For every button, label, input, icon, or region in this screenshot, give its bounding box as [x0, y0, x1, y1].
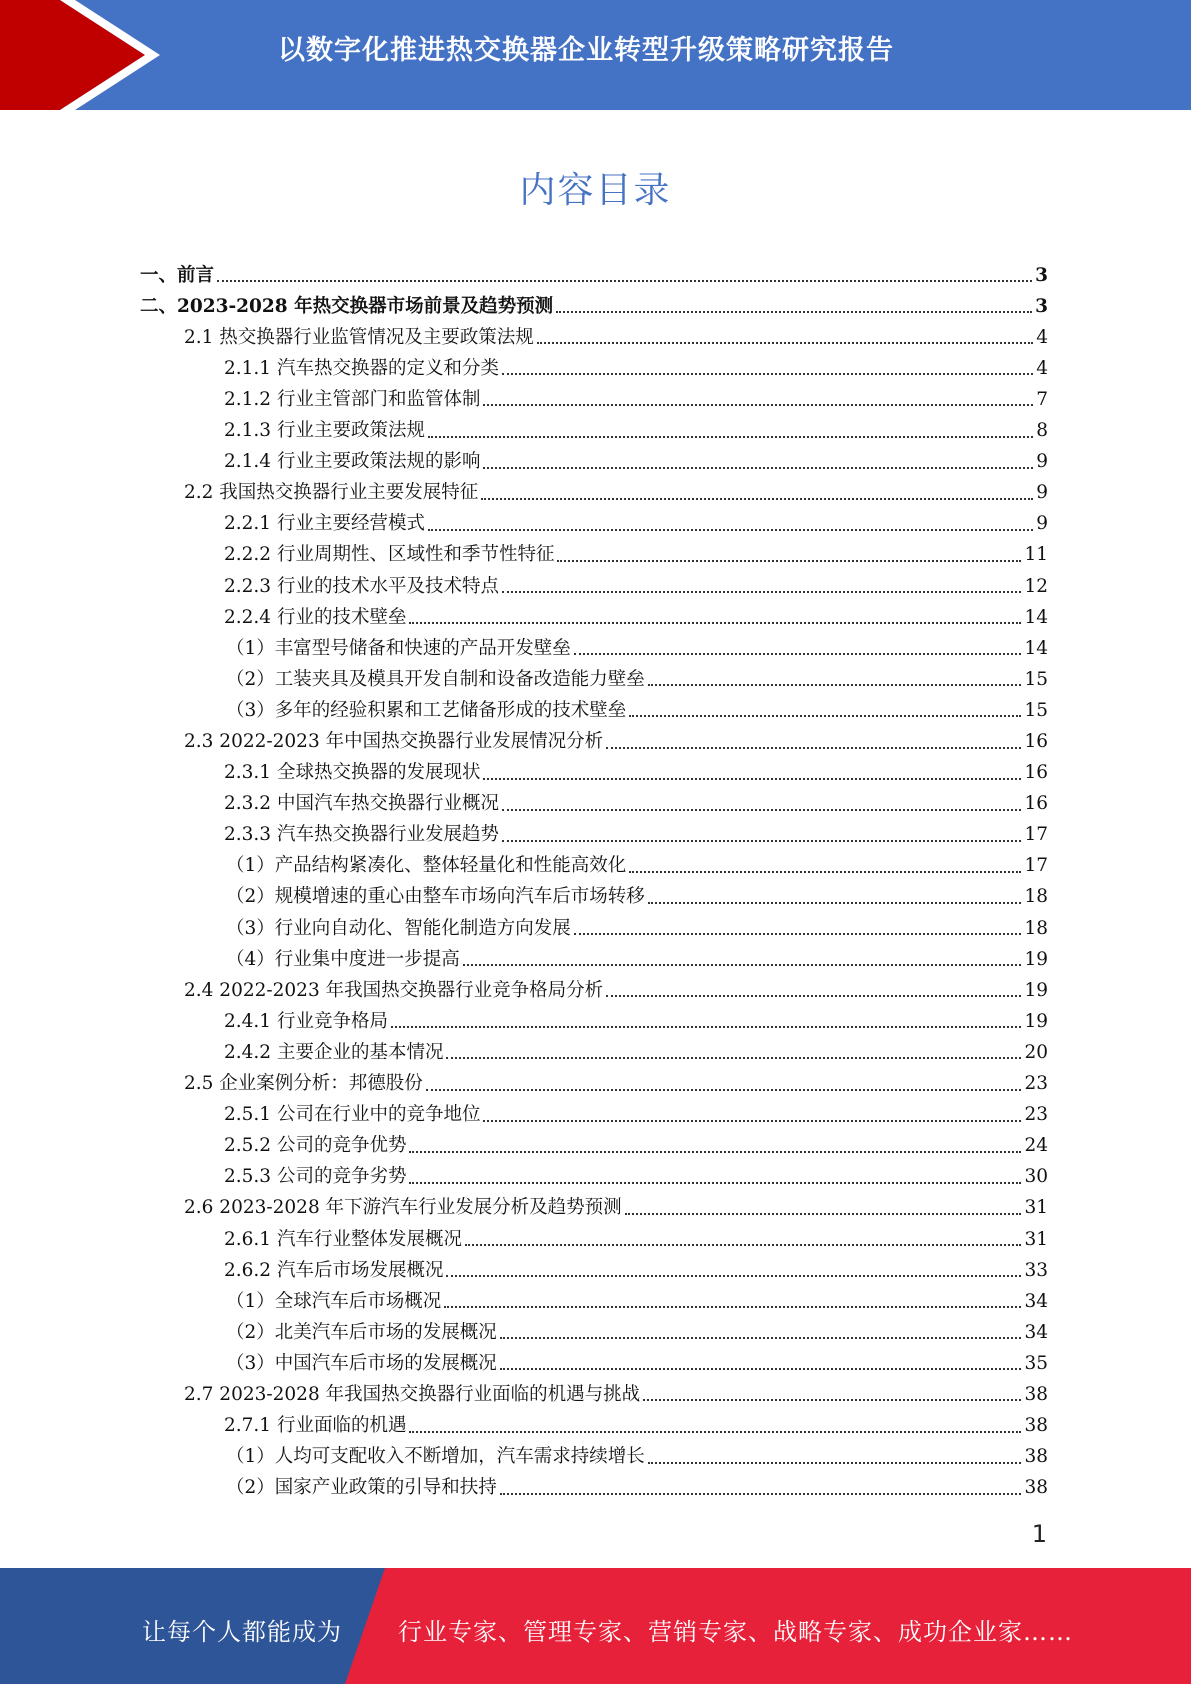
toc-entry-label: 2.3.2 中国汽车热交换器行业概况: [224, 793, 499, 815]
toc-entry-page: 7: [1036, 388, 1048, 410]
toc-entry[interactable]: [140, 1280, 1048, 1311]
toc-entry-page: 20: [1024, 1041, 1048, 1063]
toc-entry-page: 35: [1024, 1352, 1048, 1374]
toc-entry-page: 9: [1036, 513, 1048, 535]
toc-dot-leader: [217, 280, 1032, 282]
toc-entry-page: 38: [1024, 1383, 1048, 1405]
toc-entry-label: 2.3.1 全球热交换器的发展现状: [224, 762, 481, 784]
toc-entry-page: 15: [1024, 699, 1048, 721]
toc-entry-page: 31: [1024, 1197, 1048, 1219]
toc-entry[interactable]: [140, 1373, 1048, 1404]
toc-dot-leader: [500, 1368, 1022, 1370]
toc-entry-label: 2.7.1 行业面临的机遇: [224, 1415, 407, 1437]
toc-entry[interactable]: [140, 441, 1048, 472]
toc-entry-page: 3: [1035, 295, 1048, 317]
toc-entry-page: 19: [1024, 948, 1048, 970]
toc-entry-page: 24: [1024, 1135, 1048, 1157]
toc-entry[interactable]: [140, 752, 1048, 783]
toc-entry[interactable]: [140, 378, 1048, 409]
toc-entry[interactable]: [140, 938, 1048, 969]
footer-slogan-right: 行业专家、管理专家、营销专家、战略专家、成功企业家……: [398, 1618, 1073, 1646]
toc-entry[interactable]: [140, 1404, 1048, 1435]
toc-dot-leader: [409, 1431, 1021, 1433]
toc-entry-label: 2.4.1 行业竞争格局: [224, 1010, 388, 1032]
page-number: 1: [1031, 1520, 1047, 1548]
toc-entry[interactable]: [140, 1311, 1048, 1342]
toc-entry-label: 2.4 2022-2023 年我国热交换器行业竞争格局分析: [184, 979, 604, 1001]
toc-entry-page: 18: [1024, 886, 1048, 908]
toc-entry-label: （3）中国汽车后市场的发展概况: [226, 1352, 497, 1374]
toc-dot-leader: [557, 560, 1021, 562]
toc-entry[interactable]: [140, 1342, 1048, 1373]
toc-dot-leader: [629, 871, 1021, 873]
toc-dot-leader: [409, 622, 1021, 624]
page-header: [0, 0, 1191, 110]
toc-entry[interactable]: [140, 907, 1048, 938]
toc-entry[interactable]: [140, 1156, 1048, 1187]
toc-entry[interactable]: [140, 1000, 1048, 1031]
toc-dot-leader: [500, 1337, 1022, 1339]
toc-entry[interactable]: [140, 845, 1048, 876]
toc-entry[interactable]: [140, 1187, 1048, 1218]
toc-entry[interactable]: [140, 627, 1048, 658]
toc-entry[interactable]: [140, 1218, 1048, 1249]
toc-entry-page: 23: [1024, 1104, 1048, 1126]
toc-entry-page: 33: [1024, 1259, 1048, 1281]
toc-dot-leader: [502, 809, 1021, 811]
toc-entry-label: 2.2.2 行业周期性、区域性和季节性特征: [224, 544, 555, 566]
toc-entry-label: （3）行业向自动化、智能化制造方向发展: [226, 917, 571, 939]
toc-entry[interactable]: [140, 1249, 1048, 1280]
toc-entry-page: 8: [1036, 420, 1048, 442]
toc-entry[interactable]: [140, 689, 1048, 720]
toc-entry-label: （1）丰富型号储备和快速的产品开发壁垒: [226, 637, 571, 659]
toc-entry-label: （1）人均可支配收入不断增加，汽车需求持续增长: [226, 1446, 645, 1468]
toc-dot-leader: [629, 715, 1021, 717]
toc-entry-page: 30: [1024, 1166, 1048, 1188]
toc-entry-page: 38: [1024, 1446, 1048, 1468]
toc-dot-leader: [483, 778, 1021, 780]
toc-dot-leader: [625, 1213, 1022, 1215]
toc-dot-leader: [391, 1026, 1021, 1028]
toc-entry-label: （1）产品结构紧凑化、整体轻量化和性能高效化: [226, 855, 627, 877]
toc-dot-leader: [643, 1399, 1021, 1401]
toc-entry[interactable]: [140, 969, 1048, 1000]
header-title: 以数字化推进热交换器企业转型升级策略研究报告: [278, 35, 894, 66]
toc-dot-leader: [648, 684, 1022, 686]
toc-entry-page: 16: [1024, 731, 1048, 752]
toc-dot-leader: [426, 1089, 1022, 1091]
toc-entry-page: 38: [1024, 1477, 1048, 1499]
toc-entry-page: 38: [1024, 1415, 1048, 1437]
toc-entry[interactable]: [140, 1467, 1048, 1498]
toc-dot-leader: [446, 1057, 1021, 1059]
toc-entry-page: 3: [1035, 264, 1048, 286]
toc-entry-label: 2.2.4 行业的技术壁垒: [224, 606, 407, 628]
toc-dot-leader: [606, 747, 1021, 749]
toc-entry-label: 2.6.2 汽车后市场发展概况: [224, 1259, 444, 1281]
toc-dot-leader: [483, 404, 1033, 406]
toc-entry-page: 4: [1036, 326, 1048, 348]
toc-entry[interactable]: [140, 783, 1048, 814]
toc-entry-page: 34: [1024, 1321, 1048, 1343]
toc-dot-leader: [502, 840, 1021, 842]
toc-entry-page: 19: [1024, 1010, 1048, 1032]
toc-entry-page: 4: [1036, 357, 1048, 379]
toc-entry-label: （2）工装夹具及模具开发自制和设备改造能力壁垒: [226, 668, 645, 690]
toc-entry-label: 2.2.1 行业主要经营模式: [224, 513, 425, 535]
toc-entry-label: 2.3.3 汽车热交换器行业发展趋势: [224, 824, 499, 846]
toc-entry-label: （1）全球汽车后市场概况: [226, 1290, 442, 1312]
toc-dot-leader: [483, 467, 1033, 469]
toc-dot-leader: [556, 311, 1032, 313]
toc-dot-leader: [574, 933, 1022, 935]
toc-entry[interactable]: [140, 409, 1048, 440]
toc-dot-leader: [574, 653, 1022, 655]
table-of-contents: [140, 254, 1048, 1498]
toc-entry[interactable]: [140, 534, 1048, 565]
toc-entry[interactable]: [140, 565, 1048, 596]
toc-entry-page: 12: [1024, 575, 1048, 597]
toc-title: 内容目录: [519, 170, 672, 211]
toc-dot-leader: [537, 342, 1033, 344]
toc-dot-leader: [428, 529, 1033, 531]
toc-entry[interactable]: [140, 285, 1048, 316]
toc-entry-page: 16: [1024, 793, 1048, 815]
toc-entry-label: 2.5 企业案例分析：邦德股份: [184, 1073, 423, 1095]
toc-entry-page: 14: [1024, 637, 1048, 659]
toc-entry-label: （3）多年的经验积累和工艺储备形成的技术壁垒: [226, 699, 627, 721]
toc-entry-page: 34: [1024, 1290, 1048, 1312]
toc-entry[interactable]: [140, 472, 1048, 503]
toc-entry-label: 2.7 2023-2028 年我国热交换器行业面临的机遇与挑战: [184, 1383, 641, 1405]
toc-entry-label: 2.2 我国热交换器行业主要发展特征: [184, 482, 479, 504]
toc-entry-label: （2）规模增速的重心由整车市场向汽车后市场转移: [226, 886, 645, 908]
toc-entry-label: 2.1.2 行业主管部门和监管体制: [224, 388, 481, 410]
toc-entry-page: 16: [1024, 762, 1048, 784]
toc-entry-page: 18: [1024, 917, 1048, 939]
footer-slogan-left: 让每个人都能成为: [142, 1618, 342, 1646]
toc-entry-page: 17: [1024, 855, 1048, 877]
toc-entry[interactable]: [140, 503, 1048, 534]
page-footer: [0, 1568, 1191, 1684]
toc-dot-leader: [648, 1462, 1022, 1464]
toc-entry-page: 17: [1024, 824, 1048, 846]
toc-entry[interactable]: [140, 596, 1048, 627]
toc-entry-label: （2）北美汽车后市场的发展概况: [226, 1321, 497, 1343]
toc-entry-label: 2.6 2023-2028 年下游汽车行业发展分析及趋势预测: [184, 1197, 622, 1219]
toc-dot-leader: [606, 995, 1021, 997]
toc-dot-leader: [502, 373, 1033, 375]
toc-dot-leader: [481, 498, 1033, 500]
toc-dot-leader: [648, 902, 1022, 904]
toc-entry-page: 19: [1024, 979, 1048, 1001]
toc-entry-label: 2.1.4 行业主要政策法规的影响: [224, 451, 481, 473]
toc-entry[interactable]: [140, 814, 1048, 845]
toc-dot-leader: [502, 591, 1021, 593]
toc-entry[interactable]: [140, 1436, 1048, 1467]
toc-dot-leader: [409, 1151, 1021, 1153]
toc-entry-label: 2.1.3 行业主要政策法规: [224, 420, 425, 442]
toc-entry[interactable]: [140, 1125, 1048, 1156]
toc-entry-label: （2）国家产业政策的引导和扶持: [226, 1477, 497, 1499]
toc-entry-label: 2.5.2 公司的竞争优势: [224, 1135, 407, 1157]
toc-entry-page: 15: [1024, 668, 1048, 690]
toc-entry[interactable]: [140, 720, 1048, 751]
toc-entry-page: 11: [1024, 544, 1048, 566]
toc-entry-label: 2.1 热交换器行业监管情况及主要政策法规: [184, 326, 534, 348]
toc-entry-page: 9: [1036, 451, 1048, 473]
toc-entry-label: 一、前言: [140, 264, 215, 286]
toc-entry[interactable]: [140, 316, 1048, 347]
toc-dot-leader: [444, 1306, 1021, 1308]
toc-entry[interactable]: [140, 658, 1048, 689]
toc-entry[interactable]: [140, 1094, 1048, 1125]
toc-entry[interactable]: [140, 876, 1048, 907]
toc-dot-leader: [465, 1244, 1021, 1246]
toc-dot-leader: [463, 964, 1022, 966]
toc-entry[interactable]: [140, 1031, 1048, 1062]
toc-entry[interactable]: [140, 347, 1048, 378]
toc-entry-page: 14: [1024, 606, 1048, 628]
toc-entry-page: 31: [1024, 1228, 1048, 1250]
toc-entry-label: 2.4.2 主要企业的基本情况: [224, 1041, 444, 1063]
toc-entry[interactable]: [140, 254, 1048, 285]
toc-dot-leader: [409, 1182, 1021, 1184]
toc-entry-label: 二、2023-2028 年热交换器市场前景及趋势预测: [140, 295, 554, 317]
toc-entry-label: 2.2.3 行业的技术水平及技术特点: [224, 575, 499, 597]
toc-entry-label: （4）行业集中度进一步提高: [226, 948, 460, 970]
toc-entry-page: 23: [1024, 1073, 1048, 1095]
toc-entry-label: 2.6.1 汽车行业整体发展概况: [224, 1228, 462, 1250]
toc-dot-leader: [446, 1275, 1021, 1277]
toc-entry-label: 2.3 2022-2023 年中国热交换器行业发展情况分析: [184, 731, 604, 752]
toc-entry-label: 2.5.3 公司的竞争劣势: [224, 1166, 407, 1188]
toc-entry[interactable]: [140, 1062, 1048, 1093]
toc-dot-leader: [428, 436, 1033, 438]
toc-entry-label: 2.5.1 公司在行业中的竞争地位: [224, 1104, 481, 1126]
toc-dot-leader: [500, 1493, 1022, 1495]
toc-dot-leader: [483, 1120, 1021, 1122]
toc-entry-page: 9: [1036, 482, 1048, 504]
toc-entry-label: 2.1.1 汽车热交换器的定义和分类: [224, 357, 499, 379]
